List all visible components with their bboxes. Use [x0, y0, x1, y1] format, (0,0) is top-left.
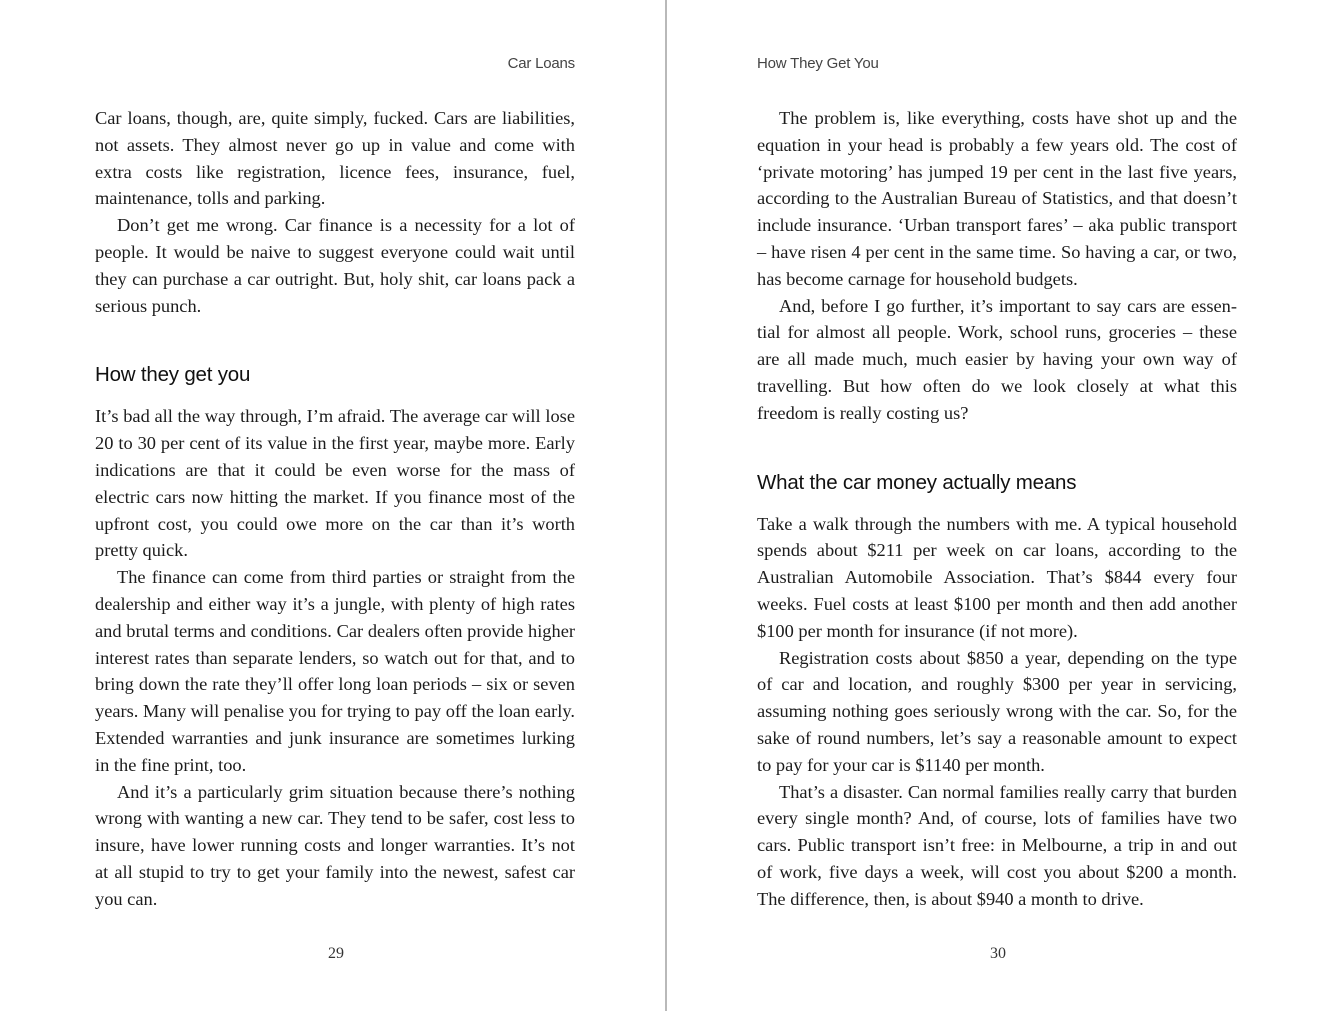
paragraph: And it’s a particularly grim situation because there’s nothing wrong with wanting a new car. They tend to be safer, cost less to insure, have lower running costs and longer warranties. It’s not at all stupid to try to get your family into the newest, safest car you can.: [95, 781, 575, 909]
page-body: [95, 105, 575, 913]
paragraph: And, before I go further, it’s important to say cars are essential for almost all people. Work, school runs, groceries – these are all made much, much easier by having your own way of travelling. But how often do we look closely at what this freedom is really costing us?: [757, 295, 1237, 423]
page-number: 29: [328, 945, 344, 962]
paragraph: Take a walk through the numbers with me. A typical household spends about $211 per week on car loans, according to the Australian Automobile Association. That’s $844 every four weeks. Fuel costs at least $100 per month and then add another $100 per month for insurance (if not more).: [757, 513, 1237, 641]
left-page: [95, 0, 577, 1011]
running-head: How They Get You: [757, 55, 879, 72]
paragraph: It’s bad all the way through, I’m afraid. The average car will lose 20 to 30 per cent of its value in the first year, maybe more. Early indications are that it could be even worse for the mass of electric cars now hitting the market. If you finance most of the upfront cost, you could owe more on the car than it’s worth pretty quick.: [95, 406, 575, 561]
section-heading: What the car money actually means: [757, 470, 1077, 494]
paragraph: Registration costs about $850 a year, depending on the type of car and location, and roughly $300 per year in servicing, assuming nothing goes seriously wrong with the car. So, for the sake of round numbers, let’s say a reasonable amount to expect to pay for your car is $1140 per month.: [757, 647, 1237, 775]
page-body: [757, 105, 1237, 913]
paragraph: That’s a disaster. Can normal families really carry that burden every single month? And, of course, lots of families have two cars. Public transport isn’t free: in Melbourne, a trip in and out of work, five days a week, will cost you about $200 a month. The difference, then, is about $940 a month to drive.: [757, 781, 1237, 909]
paragraph: The problem is, like everything, costs have shot up and the equation in your head is probably a few years old. The cost of ‘private motoring’ has jumped 19 per cent in the last five years, according to the Australian Bureau of Statistics, and that doesn’t include insurance. ‘Urban transport fares’ – aka public transport – have risen 4 per cent in the same time. So having a car, or two, has become carnage for household budgets.: [757, 108, 1237, 289]
right-page: [757, 0, 1239, 1011]
page-gutter-divider: [665, 0, 667, 1011]
section-heading: How they get you: [95, 363, 251, 387]
paragraph: The finance can come from third parties or straight from the dealership and either way it’s a jungle, with plenty of high rates and brutal terms and conditions. Car dealers often provide higher interest rates than separate lenders, so watch out for that, and to bring down the rate they’ll offer long loan periods – six or seven years. Many will penalise you for trying to pay off the loan early. Extended warranties and junk insurance are sometimes lurking in the fine print, too.: [95, 567, 575, 775]
running-head: Car Loans: [507, 55, 575, 72]
paragraph: Car loans, though, are, quite simply, fucked. Cars are liabilities, not assets. They almost never go up in value and come with extra costs like registration, licence fees, insurance, fuel, maintenance, tolls and parking.: [95, 108, 575, 209]
paragraph: Don’t get me wrong. Car finance is a necessity for a lot of people. It would be naive to suggest everyone could wait until they can purchase a car outright. But, holy shit, car loans pack a serious punch.: [95, 215, 575, 316]
page-number: 30: [990, 945, 1006, 962]
